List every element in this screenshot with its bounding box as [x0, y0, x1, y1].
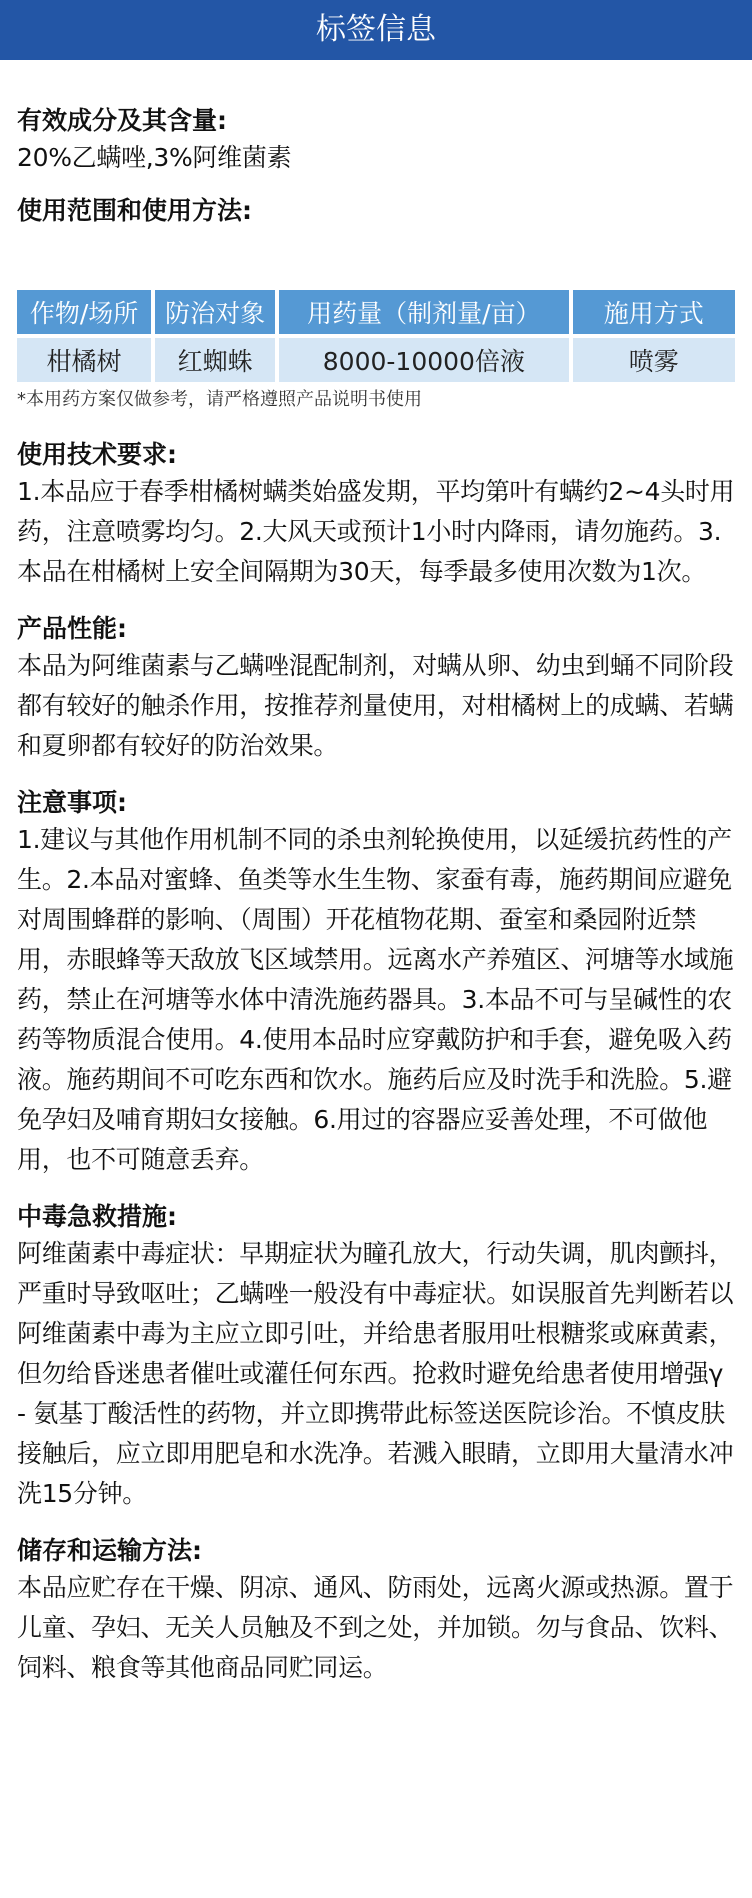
table-header-crop: 作物/场所 [17, 290, 151, 334]
table-row [17, 338, 735, 382]
first-aid-label: 中毒急救措施: [17, 1202, 177, 1231]
table-note: *本用药方案仅做参考，请严格遵照产品说明书使用 [17, 389, 422, 410]
usage-scope-label: 使用范围和使用方法: [17, 196, 252, 225]
usage-table [13, 286, 739, 386]
table-cell-dosage: 8000-10000倍液 [279, 338, 568, 382]
table-cell-method: 喷雾 [573, 338, 735, 382]
product-performance-label: 产品性能: [17, 614, 127, 643]
table-header-method: 施用方式 [573, 290, 735, 334]
table-cell-target: 红蜘蛛 [155, 338, 275, 382]
tech-requirements-label: 使用技术要求: [17, 440, 177, 469]
storage-label: 储存和运输方法: [17, 1536, 202, 1565]
table-header-dosage: 用药量（制剂量/亩） [279, 290, 568, 334]
table-header-row [17, 290, 735, 334]
product-performance-text: 本品为阿维菌素与乙螨唑混配制剂，对螨从卵、幼虫到蛹不同阶段都有较好的触杀作用，按推荐剂量使用，对柑橘树上的成螨、若螨和夏卵都有较好的防治效果。 [17, 651, 734, 760]
table-cell-crop: 柑橘树 [17, 338, 151, 382]
table-header-target: 防治对象 [155, 290, 275, 334]
page-title-bar [0, 0, 752, 60]
storage-text: 本品应贮存在干燥、阴凉、通风、防雨处，远离火源或热源。置于儿童、孕妇、无关人员触及不到之处，并加锁。勿与食品、饮料、饲料、粮食等其他商品同贮同运。 [17, 1573, 734, 1682]
tech-requirements-text: 1.本品应于春季柑橘树螨类始盛发期，平均第叶有螨约2~4头时用药，注意喷雾均匀。2.大风天或预计1小时内降雨，请勿施药。3.本品在柑橘树上安全间隔期为30天，每季最多使用次数为1次。 [17, 477, 735, 586]
first-aid-text: 阿维菌素中毒症状：早期症状为瞳孔放大，行动失调，肌肉颤抖，严重时导致呕吐；乙螨唑一般没有中毒症状。如误服首先判断若以阿维菌素中毒为主应立即引吐，并给患者服用吐根糖浆或麻黄素，但勿给昏迷患者催吐或灌任何东西。抢救时避免给患者使用增强γ - 氨基丁酸活性的药物，并立即携带此标签送医院诊治。不慎皮肤接触后，应立即用肥皂和水洗净。若溅入眼睛，立即用大量清水冲洗15分钟。 [17, 1239, 734, 1508]
page-title: 标签信息 [316, 12, 436, 47]
ingredients-label: 有效成分及其含量: [17, 106, 227, 135]
ingredients-text: 20%乙螨唑,3%阿维菌素 [17, 143, 292, 172]
precautions-text: 1.建议与其他作用机制不同的杀虫剂轮换使用，以延缓抗药性的产生。2.本品对蜜蜂、鱼类等水生生物、家蚕有毒，施药期间应避免对周围蜂群的影响、（周围）开花植物花期、蚕室和桑园附近禁用，赤眼蜂等天敌放飞区域禁用。远离水产养殖区、河塘等水域施药，禁止在河塘等水体中清洗施药器具。3.本品不可与呈碱性的农药等物质混合使用。4.使用本品时应穿戴防护和手套，避免吸入药液。施药期间不可吃东西和饮水。施药后应及时洗手和洗脸。5.避免孕妇及哺育期妇女接触。6.用过的容器应妥善处理，不可做他用，也不可随意丢弃。 [17, 825, 734, 1174]
label-content [0, 104, 752, 1688]
precautions-label: 注意事项: [17, 788, 127, 817]
